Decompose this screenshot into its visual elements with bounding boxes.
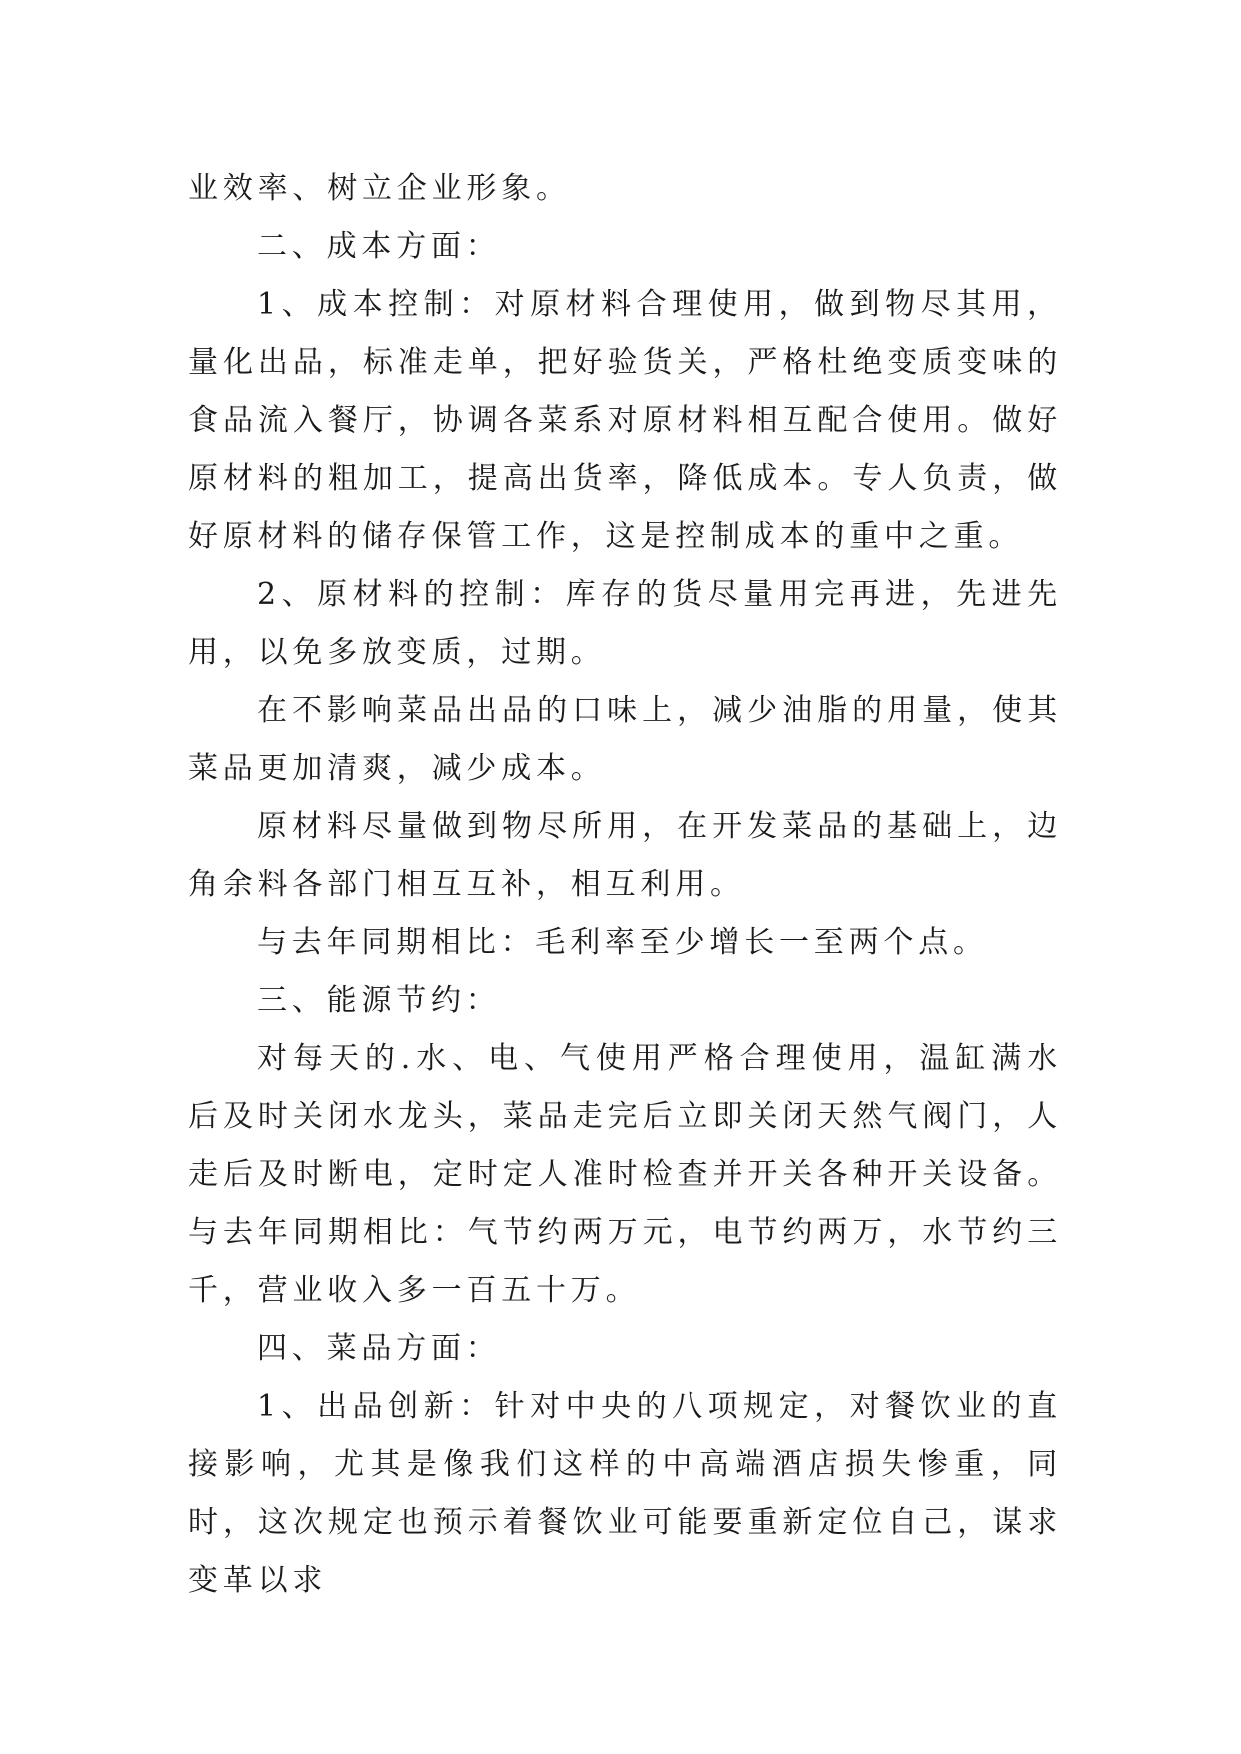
paragraph-material-usage: 原材料尽量做到物尽所用，在开发菜品的基础上，边角余料各部门相互互补，相互利用。: [188, 809, 1062, 902]
section-heading-energy: 三、能源节约：: [257, 983, 501, 1018]
section-heading-dishes: 四、菜品方面：: [257, 1331, 501, 1366]
paragraph-energy-saving: 对每天的.水、电、气使用严格合理使用，温缸满水后及时关闭水龙头，菜品走完后立即关闭天然气阀门，人走后及时断电，定时定人准时检查并开关各种开关设备。与去年同期相比：气节约两万元，电节约两万，水节约三千，营业收入多一百五十万。: [188, 1041, 1062, 1308]
paragraph-product-innovation: 1、出品创新：针对中央的八项规定，对餐饮业的直接影响，尤其是像我们这样的中高端酒店损失惨重，同时，这次规定也预示着餐饮业可能要重新定位自己，谋求变革以求: [188, 1389, 1062, 1598]
paragraph-cost-control: 1、成本控制：对原材料合理使用，做到物尽其用，量化出品，标准走单，把好验货关，严格杜绝变质变味的食品流入餐厅，协调各菜系对原材料相互配合使用。做好原材料的粗加工，提高出货率，降低成本。专人负责，做好原材料的储存保管工作，这是控制成本的重中之重。: [188, 287, 1062, 554]
paragraph-material-control: 2、原材料的控制：库存的货尽量用完再进，先进先用，以免多放变质，过期。: [188, 577, 1062, 670]
paragraph-continuation: 业效率、树立企业形象。: [188, 171, 571, 206]
paragraph-reduce-oil: 在不影响菜品出品的口味上，减少油脂的用量，使其菜品更加清爽，减少成本。: [188, 693, 1062, 786]
document-body: [188, 160, 1062, 1610]
paragraph-gross-margin: 与去年同期相比：毛利率至少增长一至两个点。: [257, 925, 988, 960]
section-heading-cost: 二、成本方面：: [257, 229, 501, 264]
